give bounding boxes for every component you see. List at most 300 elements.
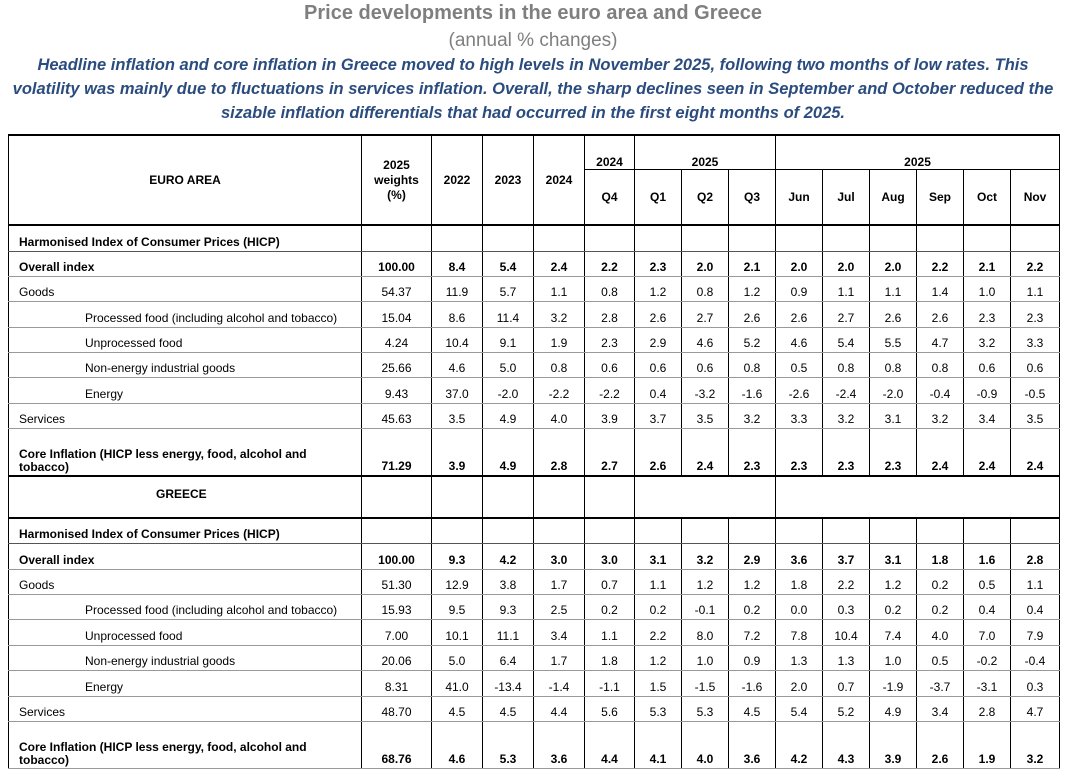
value-cell: 2.2 [585,251,635,276]
value-cell: 2.2 [823,569,870,594]
value-cell: 2.6 [776,302,823,327]
value-cell: 9.1 [483,327,534,352]
value-cell: 2.8 [1011,544,1060,569]
value-cell: 7.4 [870,620,917,645]
core-label-line2: tobacco) [19,752,70,767]
value-cell: 0.8 [585,276,635,301]
value-cell: 3.4 [917,696,964,721]
row-label: Non-energy industrial goods [9,353,362,378]
value-cell: 1.7 [534,645,585,670]
value-cell: 9.3 [483,595,534,620]
value-cell: 1.1 [635,569,682,594]
month-header: Sep [917,169,964,225]
value-cell: 0.9 [729,645,776,670]
value-cell: 3.7 [635,403,682,428]
empty-cell [362,476,432,518]
value-cell: -3.7 [917,671,964,696]
value-cell: 8.4 [432,251,483,276]
value-cell: 2.3 [1011,302,1060,327]
weight-cell: 51.30 [362,569,432,594]
value-cell: -2.2 [585,378,635,403]
value-cell: 3.5 [682,403,729,428]
value-cell: 1.6 [964,544,1011,569]
value-cell: 3.7 [823,544,870,569]
year-header: 2023 [483,135,534,225]
value-cell: 0.6 [585,353,635,378]
value-cell: 2.9 [729,544,776,569]
value-cell: 4.6 [432,353,483,378]
value-cell: 6.4 [483,645,534,670]
value-cell: 4.4 [534,696,585,721]
value-cell: 8.0 [682,620,729,645]
value-cell: -0.1 [682,595,729,620]
weight-cell: 7.00 [362,620,432,645]
weights-header-unit: (%) [387,187,406,202]
value-cell: 5.4 [776,696,823,721]
value-cell: 0.8 [917,353,964,378]
value-cell: 2.4 [1011,429,1060,476]
greece-heading: GREECE [9,476,362,518]
value-cell: 2.4 [964,429,1011,476]
value-cell: 2.6 [729,302,776,327]
empty-cell [917,225,964,251]
value-cell: 1.8 [585,645,635,670]
value-cell: 2.6 [870,302,917,327]
weight-cell: 71.29 [362,429,432,476]
value-cell: 0.8 [534,353,585,378]
value-cell: 3.1 [870,403,917,428]
empty-cell [534,518,585,544]
empty-cell [1011,518,1060,544]
value-cell: -0.9 [964,378,1011,403]
value-cell: 3.9 [585,403,635,428]
row-label: Services [9,403,362,428]
value-cell: 5.0 [483,353,534,378]
row-label: Overall index [9,544,362,569]
value-cell: 2.3 [964,302,1011,327]
row-label: Overall index [9,251,362,276]
value-cell: 3.6 [729,721,776,768]
weights-header-label: weights [374,172,419,187]
month-header: Oct [964,169,1011,225]
value-cell: 1.7 [534,569,585,594]
value-cell: 2.3 [776,429,823,476]
value-cell: 2.7 [585,429,635,476]
value-cell: -13.4 [483,671,534,696]
value-cell: 0.2 [870,595,917,620]
month-group-2025: 2025 [776,135,1060,169]
empty-cell [776,518,823,544]
value-cell: 2.3 [823,429,870,476]
value-cell: 41.0 [432,671,483,696]
empty-cell [1011,225,1060,251]
value-cell: -2.6 [776,378,823,403]
year-header: 2022 [432,135,483,225]
weight-cell: 54.37 [362,276,432,301]
empty-cell [917,518,964,544]
value-cell: 0.5 [917,645,964,670]
empty-cell [823,518,870,544]
value-cell: 2.6 [917,302,964,327]
empty-cell [635,225,682,251]
value-cell: 7.8 [776,620,823,645]
value-cell: -0.2 [964,645,1011,670]
row-label: Goods [9,569,362,594]
empty-cell [635,476,776,518]
value-cell: 1.0 [870,645,917,670]
value-cell: 3.6 [776,544,823,569]
value-cell: 2.3 [585,327,635,352]
value-cell: 7.9 [1011,620,1060,645]
empty-cell [635,518,682,544]
value-cell: -1.4 [534,671,585,696]
weight-cell: 9.43 [362,378,432,403]
value-cell: 3.2 [534,302,585,327]
value-cell: 4.5 [483,696,534,721]
row-label: Unprocessed food [9,327,362,352]
value-cell: 0.6 [682,353,729,378]
value-cell: 4.0 [917,620,964,645]
value-cell: 4.2 [776,721,823,768]
value-cell: 0.3 [1011,671,1060,696]
value-cell: 3.2 [917,403,964,428]
empty-cell [964,518,1011,544]
row-label: Goods [9,276,362,301]
value-cell: 0.0 [776,595,823,620]
value-cell: -3.2 [682,378,729,403]
value-cell: 0.9 [776,276,823,301]
row-label [9,429,362,476]
euro-area-heading: EURO AREA [9,135,362,225]
value-cell: 0.6 [964,353,1011,378]
value-cell: 5.4 [483,251,534,276]
value-cell: 11.1 [483,620,534,645]
value-cell: 0.4 [635,378,682,403]
value-cell: 11.9 [432,276,483,301]
empty-cell [585,518,635,544]
value-cell: 1.3 [823,645,870,670]
value-cell: 3.0 [585,544,635,569]
value-cell: 1.3 [776,645,823,670]
empty-cell [682,518,729,544]
value-cell: 4.9 [483,429,534,476]
hicp-label: Harmonised Index of Consumer Prices (HICP) [9,225,362,251]
value-cell: 3.5 [432,403,483,428]
value-cell: -1.1 [585,671,635,696]
value-cell: 1.8 [917,544,964,569]
value-cell: -2.4 [823,378,870,403]
value-cell: 7.0 [964,620,1011,645]
value-cell: 3.2 [729,403,776,428]
month-header: Nov [1011,169,1060,225]
value-cell: -0.4 [1011,645,1060,670]
value-cell: 2.3 [729,429,776,476]
empty-cell [729,225,776,251]
value-cell: 0.6 [635,353,682,378]
weight-cell: 68.76 [362,721,432,768]
core-label-line1: Core Inflation (HICP less energy, food, alcohol and [19,739,307,754]
empty-cell [729,518,776,544]
value-cell: 2.8 [534,429,585,476]
value-cell: 2.4 [534,251,585,276]
value-cell: 0.2 [917,595,964,620]
page-subtitle: (annual % changes) [448,30,618,51]
value-cell: 1.9 [964,721,1011,768]
value-cell: 0.7 [585,569,635,594]
value-cell: 4.6 [776,327,823,352]
value-cell: 4.7 [917,327,964,352]
value-cell: 3.1 [870,544,917,569]
value-cell: 2.7 [823,302,870,327]
value-cell: 2.4 [917,429,964,476]
value-cell: 3.2 [1011,721,1060,768]
value-cell: 5.7 [483,276,534,301]
page-title: Price developments in the euro area and Greece [304,2,762,24]
value-cell: 3.0 [534,544,585,569]
row-label: Processed food (including alcohol and tobacco) [9,302,362,327]
empty-cell [432,518,483,544]
quarter-group-2025: 2025 [635,135,776,169]
value-cell: 1.1 [534,276,585,301]
weight-cell: 20.06 [362,645,432,670]
empty-cell [870,225,917,251]
value-cell: 3.3 [1011,327,1060,352]
value-cell: 1.0 [682,645,729,670]
value-cell: 3.1 [635,544,682,569]
row-label [9,721,362,768]
value-cell: 1.8 [776,569,823,594]
value-cell: 3.4 [534,620,585,645]
value-cell: 9.3 [432,544,483,569]
value-cell: 2.3 [870,429,917,476]
value-cell: 4.9 [483,403,534,428]
value-cell: 0.5 [776,353,823,378]
value-cell: 0.2 [585,595,635,620]
hicp-label: Harmonised Index of Consumer Prices (HICP) [9,518,362,544]
value-cell: 5.3 [682,696,729,721]
value-cell: 2.2 [635,620,682,645]
empty-cell [776,225,823,251]
value-cell: 2.1 [964,251,1011,276]
value-cell: 0.6 [1011,353,1060,378]
value-cell: -3.1 [964,671,1011,696]
core-label-line1: Core Inflation (HICP less energy, food, alcohol and [19,446,307,461]
weight-cell: 100.00 [362,544,432,569]
value-cell: 0.8 [682,276,729,301]
value-cell: -1.6 [729,378,776,403]
value-cell: 4.5 [729,696,776,721]
core-label-line2: tobacco) [19,459,70,474]
weight-cell: 15.93 [362,595,432,620]
value-cell: 2.0 [823,251,870,276]
quarter-header: Q1 [635,169,682,225]
value-cell: 5.3 [635,696,682,721]
value-cell: 0.4 [964,595,1011,620]
value-cell: 2.1 [729,251,776,276]
value-cell: 5.2 [729,327,776,352]
value-cell: 2.0 [870,251,917,276]
value-cell: 1.2 [729,276,776,301]
value-cell: 2.0 [776,251,823,276]
weight-cell: 4.24 [362,327,432,352]
empty-cell [870,518,917,544]
value-cell: 4.6 [682,327,729,352]
empty-cell [585,225,635,251]
value-cell: 1.1 [870,276,917,301]
value-cell: 0.2 [729,595,776,620]
row-label: Services [9,696,362,721]
weight-cell: 48.70 [362,696,432,721]
empty-cell [432,476,483,518]
value-cell: 3.5 [1011,403,1060,428]
value-cell: 2.7 [682,302,729,327]
value-cell: -0.5 [1011,378,1060,403]
empty-cell [823,225,870,251]
value-cell: 2.6 [917,721,964,768]
empty-cell [682,225,729,251]
price-table [8,134,1060,769]
value-cell: -1.5 [682,671,729,696]
value-cell: 10.4 [432,327,483,352]
year-header: 2024 [534,135,585,225]
month-header: Jul [823,169,870,225]
value-cell: 2.9 [635,327,682,352]
value-cell: 2.3 [635,251,682,276]
weight-cell: 8.31 [362,671,432,696]
weight-cell: 15.04 [362,302,432,327]
value-cell: 4.2 [483,544,534,569]
value-cell: 0.8 [729,353,776,378]
value-cell: -1.6 [729,671,776,696]
value-cell: 5.6 [585,696,635,721]
value-cell: 0.8 [870,353,917,378]
value-cell: 4.5 [432,696,483,721]
value-cell: -2.0 [870,378,917,403]
value-cell: -2.0 [483,378,534,403]
value-cell: 1.2 [682,569,729,594]
empty-cell [483,476,534,518]
row-label: Processed food (including alcohol and tobacco) [9,595,362,620]
value-cell: 1.0 [964,276,1011,301]
value-cell: 1.4 [917,276,964,301]
value-cell: 5.0 [432,645,483,670]
value-cell: 2.2 [1011,251,1060,276]
value-cell: 0.8 [823,353,870,378]
value-cell: 1.2 [870,569,917,594]
value-cell: 11.4 [483,302,534,327]
quarter-header: Q3 [729,169,776,225]
value-cell: 0.5 [964,569,1011,594]
value-cell: 8.6 [432,302,483,327]
weights-header [362,135,432,225]
month-header: Jun [776,169,823,225]
row-label: Energy [9,671,362,696]
quarter-header: Q4 [585,169,635,225]
value-cell: 12.9 [432,569,483,594]
value-cell: -1.9 [870,671,917,696]
value-cell: 1.1 [1011,569,1060,594]
row-label: Energy [9,378,362,403]
value-cell: 3.6 [534,721,585,768]
value-cell: 2.2 [917,251,964,276]
value-cell: 4.1 [635,721,682,768]
empty-cell [776,476,1060,518]
value-cell: 0.7 [823,671,870,696]
empty-cell [362,518,432,544]
value-cell: 1.9 [534,327,585,352]
value-cell: 1.1 [585,620,635,645]
value-cell: 1.1 [823,276,870,301]
value-cell: 3.3 [776,403,823,428]
value-cell: 10.1 [432,620,483,645]
value-cell: 4.0 [534,403,585,428]
value-cell: 9.5 [432,595,483,620]
value-cell: 4.0 [682,721,729,768]
value-cell: 0.2 [635,595,682,620]
value-cell: 0.3 [823,595,870,620]
empty-cell [432,225,483,251]
value-cell: 1.2 [635,645,682,670]
value-cell: 2.8 [964,696,1011,721]
value-cell: 5.3 [483,721,534,768]
value-cell: 4.9 [870,696,917,721]
empty-cell [534,225,585,251]
value-cell: 5.5 [870,327,917,352]
weight-cell: 100.00 [362,251,432,276]
row-label: Non-energy industrial goods [9,645,362,670]
value-cell: 2.4 [682,429,729,476]
value-cell: 2.6 [635,302,682,327]
empty-cell [483,518,534,544]
value-cell: 4.7 [1011,696,1060,721]
quarter-header: Q2 [682,169,729,225]
month-header: Aug [870,169,917,225]
value-cell: 2.5 [534,595,585,620]
value-cell: 3.2 [823,403,870,428]
value-cell: 3.9 [870,721,917,768]
value-cell: 10.4 [823,620,870,645]
value-cell: -2.2 [534,378,585,403]
weight-cell: 45.63 [362,403,432,428]
value-cell: 2.0 [776,671,823,696]
weight-cell: 25.66 [362,353,432,378]
empty-cell [483,225,534,251]
value-cell: 0.2 [917,569,964,594]
quarter-group-2024: 2024 [585,135,635,169]
value-cell: 5.2 [823,696,870,721]
value-cell: 1.5 [635,671,682,696]
value-cell: 5.4 [823,327,870,352]
empty-cell [585,476,635,518]
empty-cell [534,476,585,518]
value-cell: 2.6 [635,429,682,476]
value-cell: 1.2 [635,276,682,301]
value-cell: 4.4 [585,721,635,768]
value-cell: 3.9 [432,429,483,476]
value-cell: 1.1 [1011,276,1060,301]
value-cell: 0.4 [1011,595,1060,620]
description-text: Headline inflation and core inflation in Greece moved to high levels in November 2025, following two months of low rates. This volatility was mainly due to fluctuations in services inflation. Overall, the sharp declines seen in September and October reduced the sizable inflation differentials that had occurred in the first eight months of 2025. [12,56,1054,122]
value-cell: 3.2 [682,544,729,569]
value-cell: -0.4 [917,378,964,403]
value-cell: 2.0 [682,251,729,276]
value-cell: 7.2 [729,620,776,645]
value-cell: 3.2 [964,327,1011,352]
empty-cell [362,225,432,251]
value-cell: 4.3 [823,721,870,768]
weights-header-year: 2025 [383,157,410,172]
value-cell: 2.8 [585,302,635,327]
